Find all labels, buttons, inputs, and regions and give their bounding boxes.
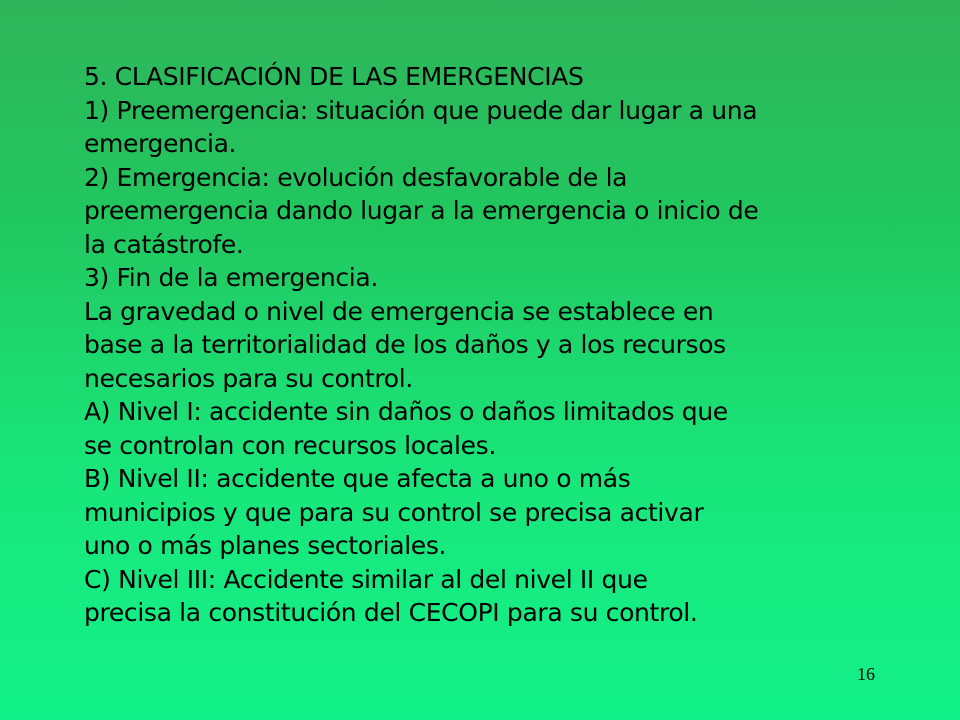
text-line: La gravedad o nivel de emergencia se establece en — [84, 296, 714, 326]
text-line: necesarios para su control. — [84, 363, 413, 393]
text-line: A) Nivel I: accidente sin daños o daños limitados que — [84, 397, 728, 426]
text-line: precisa la constitución del CECOPI para su control. — [84, 598, 698, 627]
text-line: emergencia. — [84, 129, 237, 158]
text-line: 1) Preemergencia: situación que puede dar lugar a una — [84, 95, 758, 125]
text-line: se controlan con recursos locales. — [84, 430, 496, 460]
page-number: 16 — [857, 664, 875, 684]
slide-body — [84, 60, 884, 630]
text-line: B) Nivel II: accidente que afecta a uno o más — [84, 464, 631, 493]
text-line: 2) Emergencia: evolución desfavorable de la — [84, 162, 628, 192]
text-line: la catástrofe. — [84, 229, 244, 259]
text-line: uno o más planes sectoriales. — [84, 531, 447, 560]
slide-title: 5. CLASIFICACIÓN DE LAS EMERGENCIAS — [84, 62, 584, 91]
text-line: preemergencia dando lugar a la emergencia o inicio de — [84, 196, 759, 225]
text-line: C) Nivel III: Accidente similar al del nivel II que — [84, 564, 648, 594]
text-line: municipios y que para su control se precisa activar — [84, 497, 704, 527]
text-line: 3) Fin de la emergencia. — [84, 263, 378, 292]
text-line: base a la territorialidad de los daños y a los recursos — [84, 330, 726, 359]
